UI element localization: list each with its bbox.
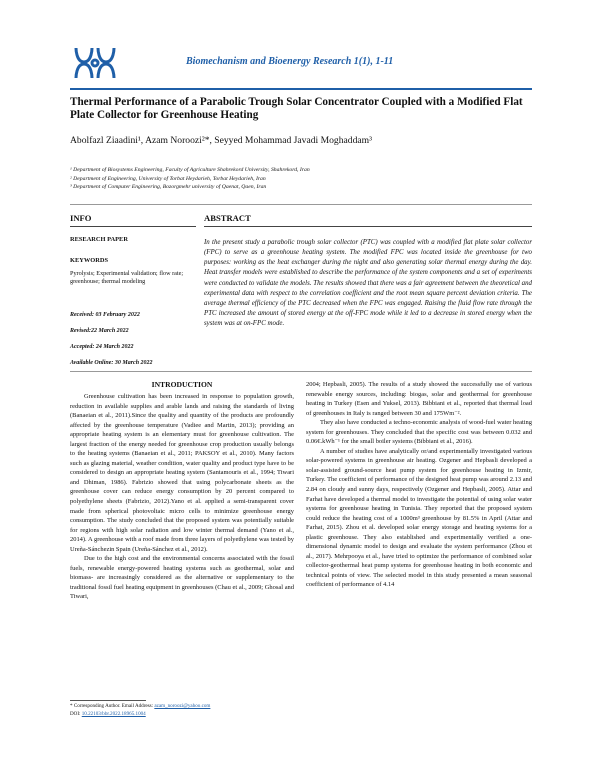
- date-value: 03 February 2022: [95, 312, 140, 318]
- header-rule: [70, 88, 532, 90]
- abstract-underline: [204, 226, 532, 227]
- paragraph: Greenhouse cultivation has been increased in response to population growth, reduction in available supplies and arable lands and raising the standards of living (Banaeian et al., 2011).Since the quality and quantity of the products are profoundly affected by the greenhouse temperature (Vadiee and Martin, 2013); providing an appropriate heating system is an elementary must for greenhouse cultivation. The largest fraction of the energy needed for greenhouse crop production usually belongs to the heating systems (Banaeian et al., 2011; PAKSOY et al., 2010). Many factors such as glazing material, weather condition, water quality and product type have to be considered to design an appropriate heating system (Santamouris et al., 1994; Tiwari and Dhiman, 1986). Fabrizio showed that using polycarbonate sheets as the greenhouse cover can reduce energy consumption by 20 percent compared to polyethylene sheets (Fabrizio, 2012).Yano et al. applied a semi-transparent cover made from spherical photovoltaic micro cells to minimize greenhouse energy consumption. The study concluded that the proposed system was potentially suitable for regions with high solar radiation and low winter thermal demand (Yano et al., 2014). A greenhouse with a roof made from three layers of polyethylene was tested by Ureña-Sánchezin Spain (Ureña-Sánchez et al., 2012).: [70, 393, 294, 553]
- affiliation-3: ³ Department of Computer Engineering, Bozorgmehr university of Qaenat, Qaen, Iran: [70, 184, 267, 191]
- article-title: Thermal Performance of a Parabolic Trough Solar Concentrator Coupled with a Modified Flat Plate Collector for Greenhouse Heating: [70, 96, 523, 121]
- journal-logo: [70, 42, 120, 84]
- paragraph: They also have conducted a techno-economic analysis of wood-fuel water heating system for greenhouses. They concluded that the specific cost was between 0.032 and 0.06€.kWh⁻¹ for the small boiler systems (Bibbiani et al., 2016).: [306, 419, 532, 446]
- author-list: Abolfazl Ziaadini¹, Azam Noroozi²*, Seyyed Mohammad Javadi Moghaddam³: [70, 135, 372, 146]
- paragraph: Due to the high cost and the environmental concerns associated with the fossil fuels, renewable energy-powered heating systems such as geothermal, solar and biomass- are increasingly considered as the alternative or supplementary to the traditional fossil fuel heating equipment in greenhouses (Chau et al., 2009; Ghosal and Tiwari,: [70, 555, 294, 601]
- abstract-text: In the present study a parabolic trough solar collector (PTC) was coupled with a modified flat plate solar collector (FPC) to serve as a greenhouse heating system. The modified FPC was located inside the greenhouse for two purposes: working as the heat exchanger during the night and also generating solar thermal energy during the day. Heat transfer models were established to describe the performance of the system components and a set of experiments were conducted to validate the models. The results showed that there was a fair agreement between the theoretical and experimental data with respect to the correlation coefficient and the root mean square percent deviation criteria. The average thermal efficiency of the PTC decreased when the FPC was engaged. Raising the fluid flow rate through the PTC increased the amount of stored energy at the off-FPC mode while it led to a decrease in stored energy when the system was at on-FPC mode.: [204, 239, 532, 328]
- date-received: [70, 312, 140, 318]
- footnote: [70, 703, 294, 718]
- paragraph: 2004; Hepbasli, 2005). The results of a study showed the successfully use of various renewable energy sources, including: biogas, solar and geothermal for greenhouse heating in Turkey (Esen and Yuksel, 2013). Bibbiani et al., reported that thermal load of greenhouses in Italy is ranged between 30 and 175Wm⁻².: [306, 381, 532, 417]
- body-column-right: [306, 380, 532, 590]
- email-link[interactable]: azam_noroozi@yahoo.com: [154, 703, 211, 709]
- date-label: Revised:: [70, 328, 91, 334]
- date-revised: [70, 328, 129, 334]
- date-label: Received:: [70, 312, 94, 318]
- paragraph: A number of studies have analytically or/and experimentally investigated various solar-powered systems in greenhouse air heating. Ozgener and Hepbasli developed a solar-assisted ground-source heat pump system for greenhouse heating in Izmir, Turkey. The coefficient of performance of the designed heat pump was around 2.13 and 2.84 on cloudy and sunny days, respectively (Ozgener and Hepbasli, 2005). Attar and Farhat have developed a thermal model to investigate the potential of using solar water systems for greenhouse heating in Tunisia. They reported that the proposed system could reduce the heating cost of a 1000m³ greenhouse by 81.5% in April (Attar and Farhat, 2015). Zhou et al. developed solar energy storage and heating systems for a plastic greenhouse. They also established and experimentally verified a one-dimensional dynamic model to design and evaluate the system performance (Zhou et al., 2017). Mehrpooya et al., have tried to optimize the performance of combined solar collector-geothermal heat pump systems for greenhouse heating in both economic and technical points of view. The selected model in this study presented a mean seasonal coefficient of performance of 4.14: [306, 447, 532, 589]
- date-value: 30 March 2022: [114, 360, 153, 366]
- section-divider: [70, 204, 532, 205]
- date-label: Available Online:: [70, 360, 114, 366]
- keywords-text: Pyrolysis; Experimental validation; flow rate; greenhouse; thermal modeling: [70, 270, 184, 286]
- affiliation-1: ¹ Department of Biosystems Engineering, Faculty of Agriculture Shahrekord University, Shahrekord, Iran: [70, 167, 310, 173]
- info-underline: [70, 226, 196, 227]
- doi-link[interactable]: 10.22103/bbr.2022.18965.1004: [81, 710, 146, 717]
- affiliation-2: ² Department of Engineering, University of Torbat Heydarieh, Torbat Heydarieh, Iran: [70, 175, 266, 182]
- date-accepted: [70, 344, 134, 350]
- date-online: [70, 360, 153, 366]
- abstract-heading: ABSTRACT: [204, 213, 251, 223]
- doi-line: [70, 711, 294, 719]
- journal-name: Biomechanism and Bioenergy Research 1(1), 1-11: [186, 56, 394, 67]
- corresponding-label: Corresponding Author. Email Address:: [73, 703, 154, 709]
- introduction-heading: INTRODUCTION: [151, 380, 213, 389]
- doi-label: DOI:: [70, 710, 81, 717]
- article-type-label: RESEARCH PAPER: [70, 236, 128, 243]
- corresponding-author: * Corresponding Author. Email Address: azam_noroozi@yahoo.com: [70, 703, 211, 709]
- info-heading: INFO: [70, 213, 92, 223]
- footnote-rule: [70, 700, 146, 701]
- section-divider-bottom: [70, 371, 532, 372]
- body-column-left: [70, 392, 294, 602]
- date-label: Accepted:: [70, 344, 95, 350]
- date-value: 24 March 2022: [95, 344, 134, 350]
- affiliations: [70, 166, 540, 192]
- date-value: 22 March 2022: [91, 328, 129, 334]
- keywords-label: KEYWORDS: [70, 257, 108, 264]
